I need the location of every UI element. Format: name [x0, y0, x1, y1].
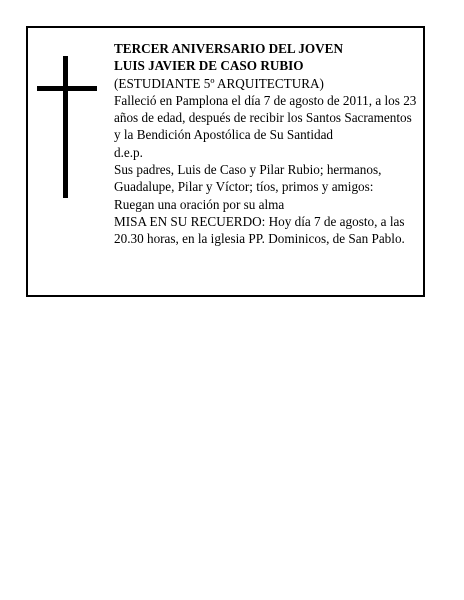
notice-prayer-request: Ruegan una oración por su alma	[114, 196, 285, 212]
notice-title-line-1: TERCER ANIVERSARIO DEL JOVEN	[114, 41, 343, 56]
notice-title-line-2: LUIS JAVIER DE CASO RUBIO	[114, 58, 304, 74]
notice-mass-paragraph: MISA EN SU RECUERDO: Hoy día 7 de agosto, a las 20.30 horas, en la iglesia PP. Dominicos, de San Pablo.	[114, 213, 405, 247]
notice-occupation: (ESTUDIANTE 5º ARQUITECTURA)	[114, 75, 324, 91]
notice-rip: d.e.p.	[114, 144, 143, 160]
cross-horizontal-bar	[37, 86, 97, 91]
cross-vertical-bar	[63, 56, 68, 198]
notice-death-paragraph: Falleció en Pamplona el día 7 de agosto de 2011, a los 23 años de edad, después de recibir los Santos Sacramentos y la Bendición Apostólica de Su Santidad	[114, 92, 417, 143]
notice-text	[114, 40, 420, 248]
notice-family-paragraph: Sus padres, Luis de Caso y Pilar Rubio; hermanos, Guadalupe, Pilar y Víctor; tíos, primos y amigos:	[114, 162, 382, 195]
cross-icon	[37, 56, 97, 198]
obituary-notice	[26, 26, 425, 297]
